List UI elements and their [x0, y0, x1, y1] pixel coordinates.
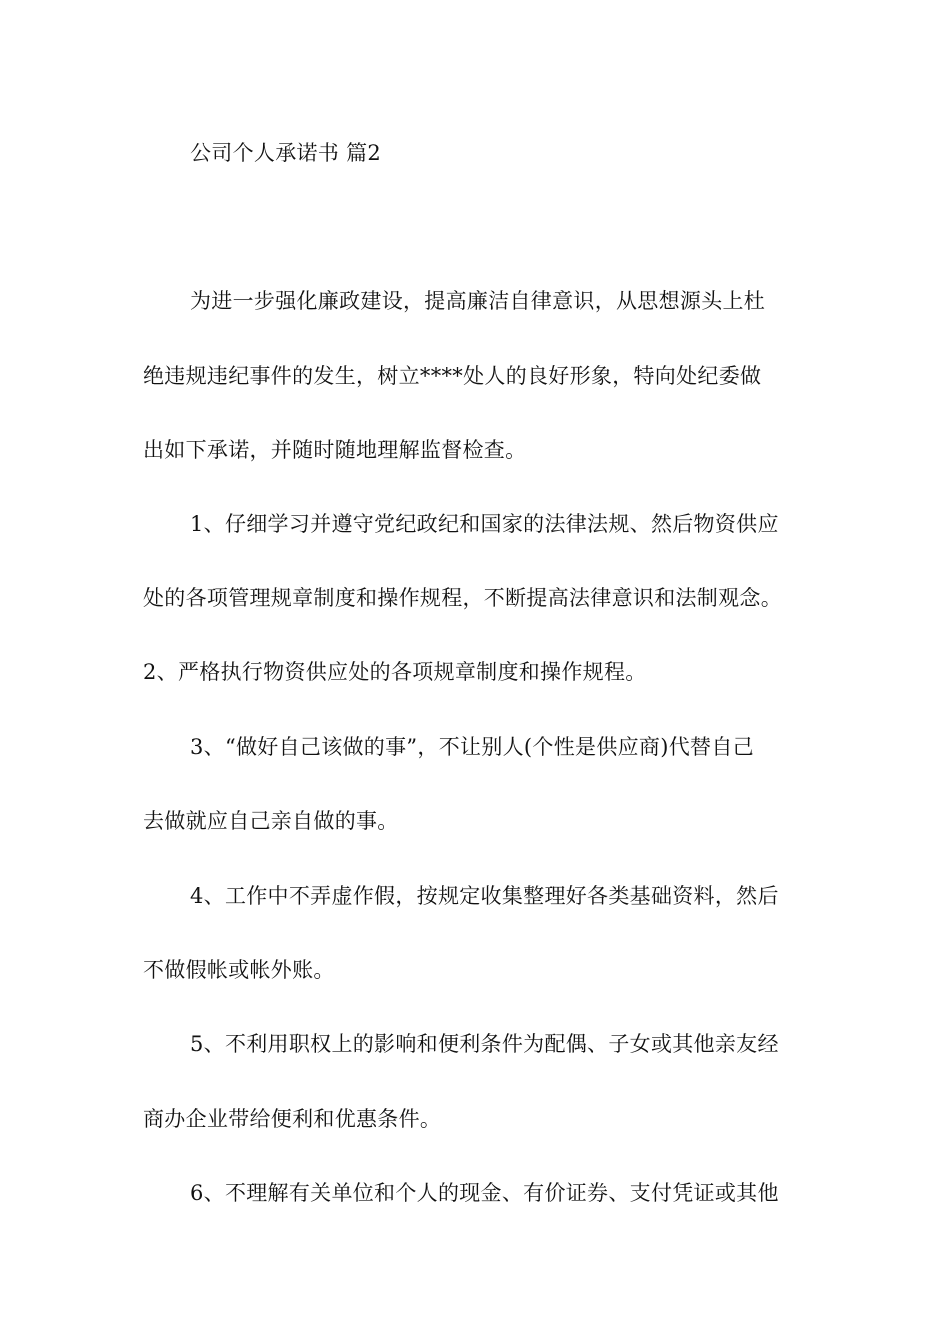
paragraph-line: 3、“做好自己该做的事”，不让别人(个性是供应商)代替自己	[190, 735, 754, 759]
paragraph-line: 商办企业带给便利和优惠条件。	[143, 1107, 442, 1131]
paragraph-line: 出如下承诺，并随时随地理解监督检查。	[143, 438, 527, 462]
paragraph-line: 2、严格执行物资供应处的各项规章制度和操作规程。	[143, 660, 647, 684]
paragraph-line: 6、不理解有关单位和个人的现金、有价证券、支付凭证或其他	[190, 1181, 779, 1205]
paragraph-line: 去做就应自己亲自做的事。	[143, 809, 399, 833]
paragraph-line: 绝违规违纪事件的发生，树立****处人的良好形象，特向处纪委做	[143, 364, 762, 388]
paragraph-line: 处的各项管理规章制度和操作规程，不断提高法律意识和法制观念。	[143, 586, 782, 610]
paragraph-line: 4、工作中不弄虚作假，按规定收集整理好各类基础资料，然后	[190, 884, 779, 908]
paragraph-line: 不做假帐或帐外账。	[143, 958, 335, 982]
paragraph-line: 1、仔细学习并遵守党纪政纪和国家的法律法规、然后物资供应	[190, 512, 779, 536]
paragraph-line: 5、不利用职权上的影响和便利条件为配偶、子女或其他亲友经	[190, 1032, 779, 1056]
paragraph-line: 为进一步强化廉政建设，提高廉洁自律意识，从思想源头上杜	[190, 289, 766, 313]
document-title: 公司个人承诺书 篇2	[190, 141, 382, 165]
